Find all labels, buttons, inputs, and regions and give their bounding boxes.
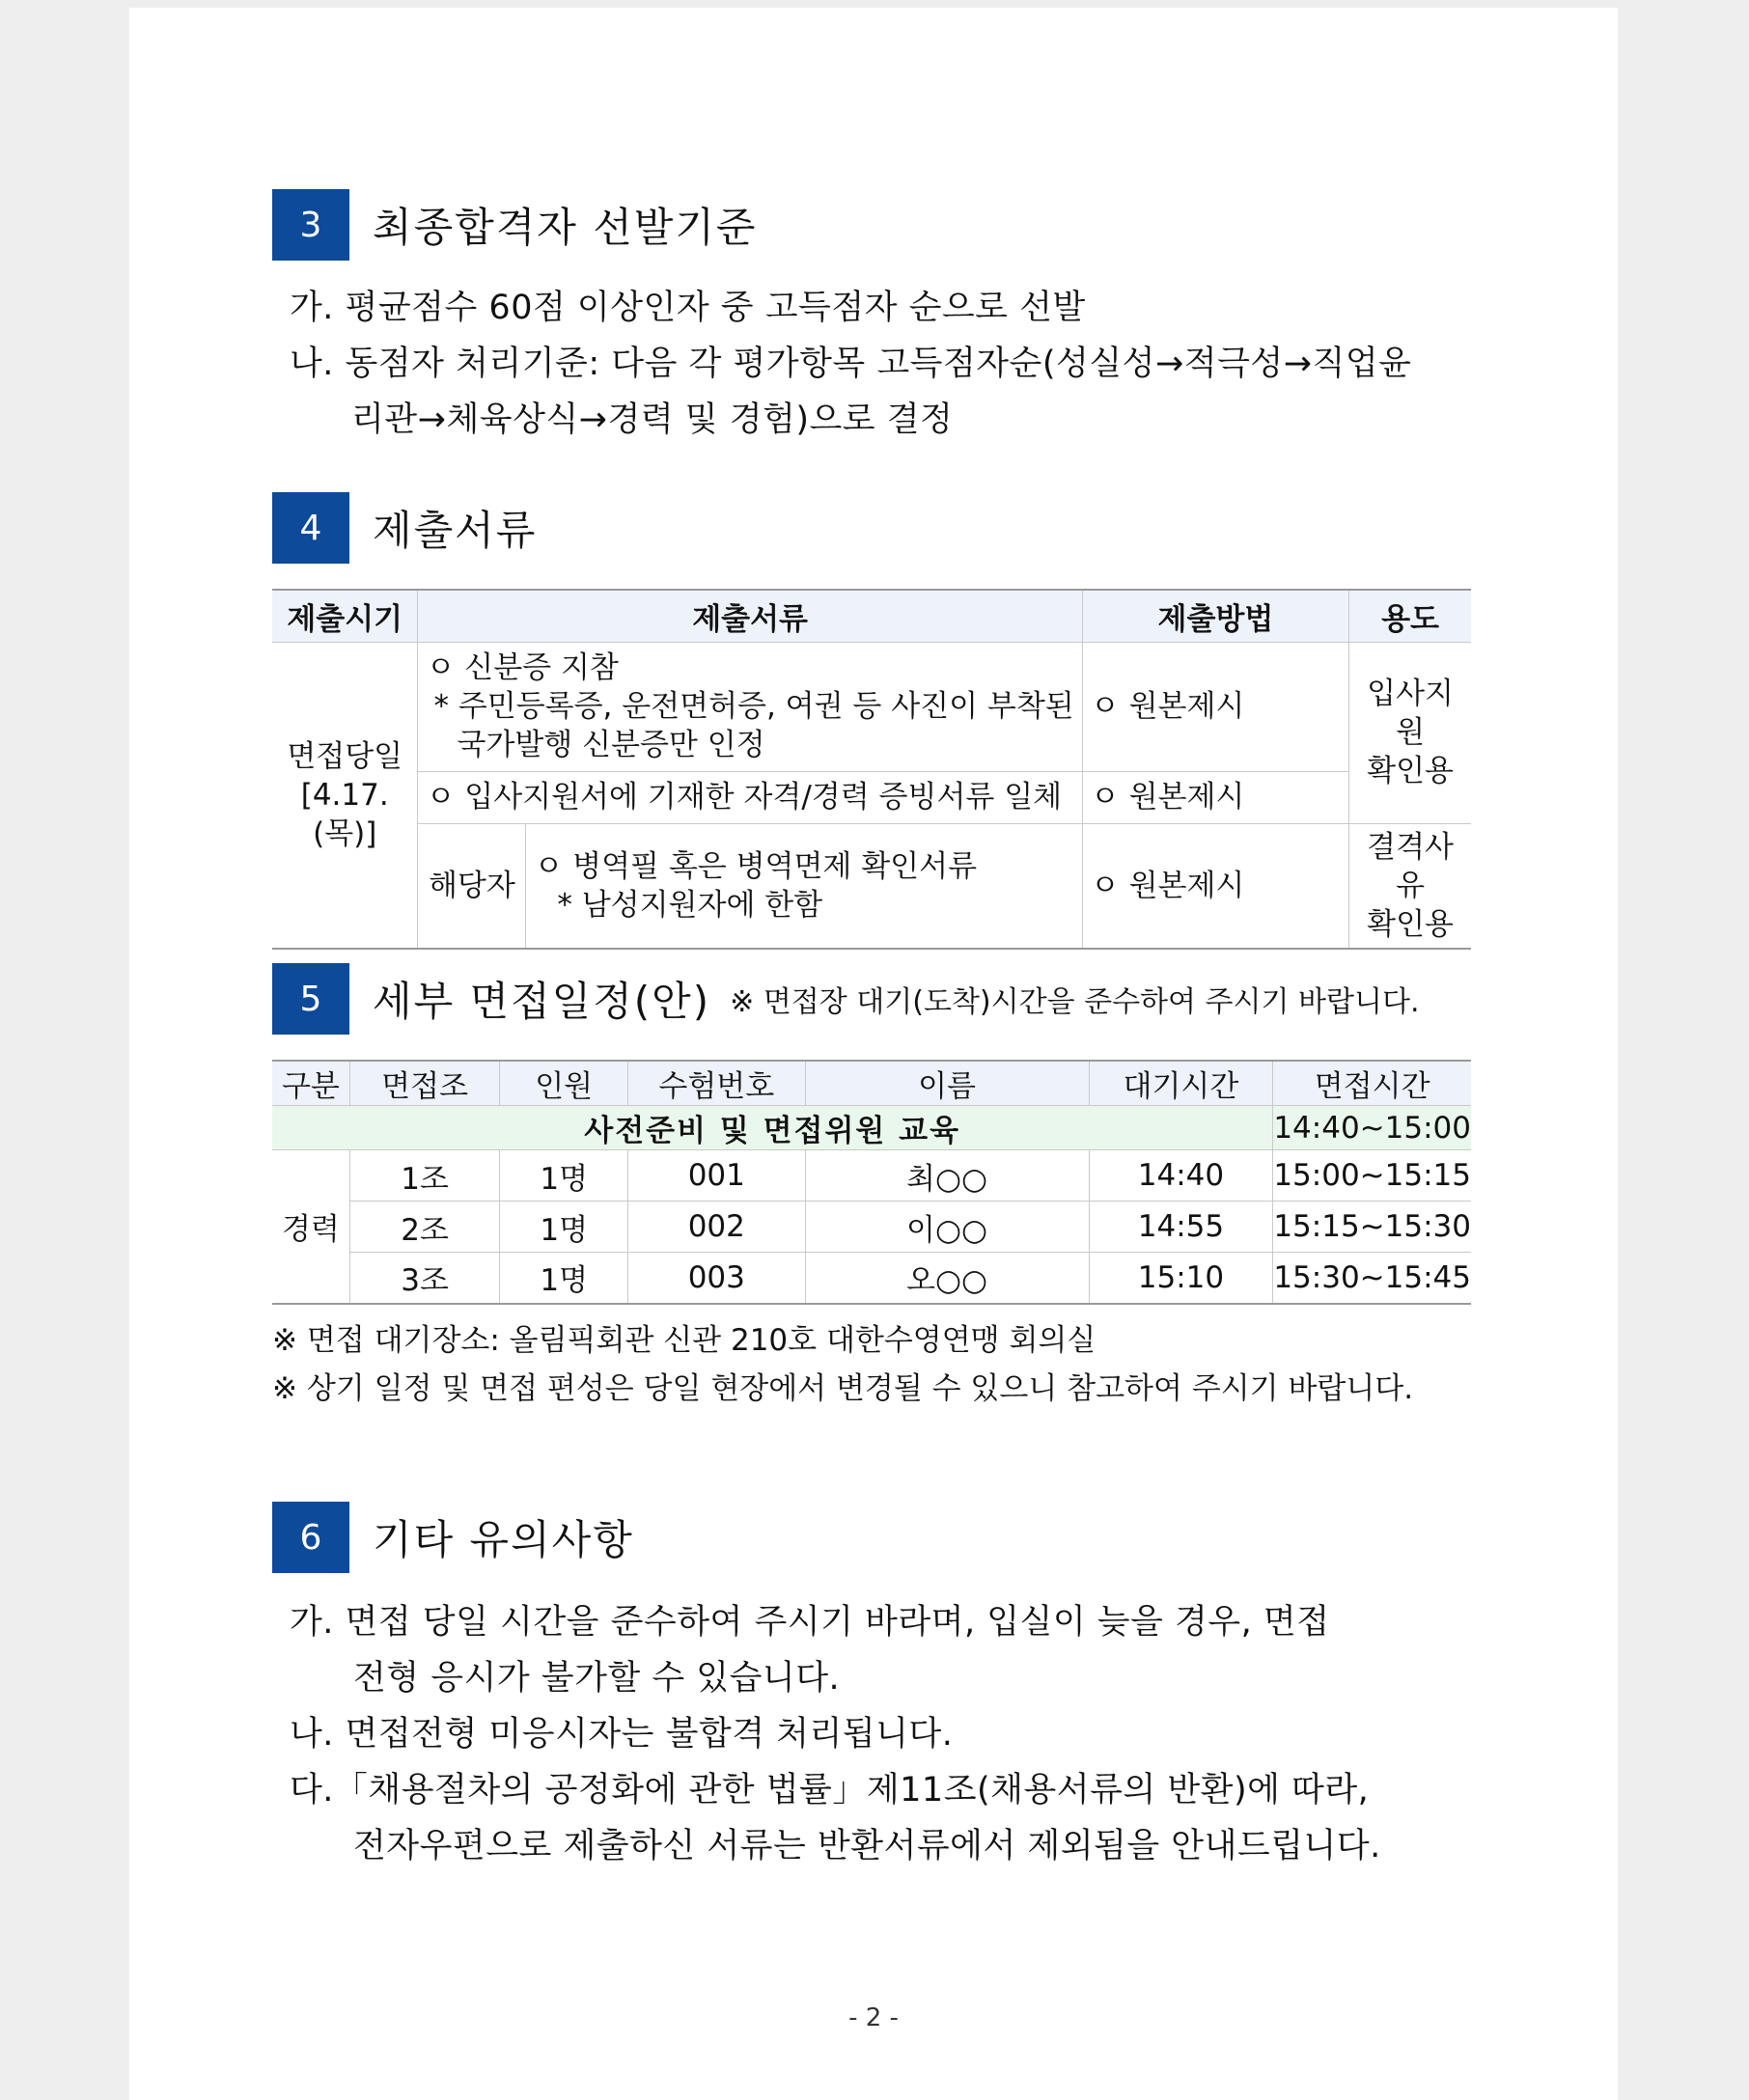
section-3-number: 3 [272,189,349,261]
section-6-heading [272,1502,634,1573]
documents-row3-doc2: * 남성지원자에 한함 [557,887,823,923]
section-6-number: 6 [272,1502,349,1573]
section-6-item-a-cont: 전형 응시가 불가할 수 있습니다. [353,1659,841,1698]
documents-use1-line2: 확인용 [1367,754,1454,788]
document-page [129,8,1618,2100]
table-row [272,1253,1471,1304]
documents-row1-doc2: * 주민등록증, 운전면허증, 여권 등 사진이 부착된 [433,689,1074,724]
section-5-heading [272,963,1419,1035]
schedule-count: 1명 [500,1202,628,1253]
schedule-header-group: 면접조 [349,1061,499,1106]
schedule-prep-time: 14:40~15:00 [1273,1106,1471,1150]
documents-header-method: 제출방법 [1082,590,1348,642]
documents-row3-docs [526,823,1082,949]
section-3-item-a: 가. 평균점수 60점 이상인자 중 고득점자 순으로 선발 [290,289,1086,327]
schedule-exam-no: 002 [628,1202,805,1253]
documents-header-use: 용도 [1349,590,1471,642]
documents-row3-target: 해당자 [418,823,526,949]
section-3-title: 최종합격자 선발기준 [373,204,758,251]
schedule-note-change: ※ 상기 일정 및 면접 편성은 당일 현장에서 변경될 수 있으니 참고하여 주시기 바랍니다. [272,1371,1414,1406]
documents-use1 [1349,642,1471,823]
table-row [272,1150,1471,1202]
documents-row1-method: ㅇ 원본제시 [1082,642,1348,771]
section-5-number: 5 [272,963,349,1035]
schedule-exam-no: 003 [628,1253,805,1304]
schedule-wait: 14:55 [1089,1202,1273,1253]
documents-use2-line1: 결격사유 [1367,829,1454,903]
documents-timing-cell [272,642,418,949]
documents-row1-doc3: 국가발행 신분증만 인정 [457,728,765,762]
section-5-title: 세부 면접일정(안) [373,978,711,1025]
schedule-exam-no: 001 [628,1150,805,1202]
schedule-group: 1조 [349,1150,499,1202]
documents-row1-doc1: ㅇ 신분증 지참 [426,650,619,685]
documents-row2-method: ㅇ 원본제시 [1082,771,1348,823]
section-3-heading [272,189,758,261]
schedule-header-name: 이름 [805,1061,1089,1106]
section-5-note: ※ 면접장 대기(도착)시간을 준수하여 주시기 바랍니다. [730,985,1420,1019]
documents-row1-docs [418,642,1082,771]
schedule-header-category: 구분 [272,1061,349,1106]
documents-timing-line1: 면접당일 [287,738,403,774]
section-3-item-b-cont: 리관→체육상식→경력 및 경험)으로 결정 [351,401,954,439]
schedule-header-time: 면접시간 [1273,1061,1471,1106]
schedule-header-wait: 대기시간 [1089,1061,1273,1106]
schedule-category: 경력 [272,1150,349,1304]
section-6-item-b: 나. 면접전형 미응시자는 불합격 처리됩니다. [290,1715,954,1754]
schedule-time: 15:30~15:45 [1273,1253,1471,1304]
schedule-note-location: ※ 면접 대기장소: 올림픽회관 신관 210호 대한수영연맹 회의실 [272,1323,1097,1358]
schedule-name: 이○○ [805,1202,1089,1253]
schedule-name: 오○○ [805,1253,1089,1304]
page-number: - 2 - [848,2003,899,2032]
section-6-item-a: 가. 면접 당일 시간을 준수하여 주시기 바라며, 입실이 늦을 경우, 면접 [290,1603,1330,1642]
schedule-prep-label: 사전준비 및 면접위원 교육 [272,1106,1273,1150]
schedule-count: 1명 [500,1150,628,1202]
schedule-group: 3조 [349,1253,499,1304]
schedule-wait: 14:40 [1089,1150,1273,1202]
schedule-name: 최○○ [805,1150,1089,1202]
section-6-title: 기타 유의사항 [373,1516,634,1563]
documents-use2 [1349,823,1471,949]
documents-use2-line2: 확인용 [1367,906,1454,942]
documents-header-timing: 제출시기 [272,590,418,642]
documents-header-docs: 제출서류 [418,590,1082,642]
schedule-header-count: 인원 [500,1061,628,1106]
section-6-item-c: 다.「채용절차의 공정화에 관한 법률」제11조(채용서류의 반환)에 따라, [290,1771,1370,1810]
schedule-table [272,1060,1471,1305]
schedule-time: 15:00~15:15 [1273,1150,1471,1202]
section-6-item-c-cont: 전자우편으로 제출하신 서류는 반환서류에서 제외됨을 안내드립니다. [353,1827,1381,1865]
documents-use1-line1: 입사지원 [1367,677,1454,750]
documents-row3-doc1: ㅇ 병역필 혹은 병역면제 확인서류 [534,848,978,884]
schedule-group: 2조 [349,1202,499,1253]
section-3-item-b: 나. 동점자 처리기준: 다음 각 평가항목 고득점자순(성실성→적극성→직업윤 [290,345,1412,383]
documents-row2-doc: ㅇ 입사지원서에 기재한 자격/경력 증빙서류 일체 [418,771,1082,823]
section-4-title: 제출서류 [373,507,538,554]
section-4-number: 4 [272,492,349,564]
schedule-wait: 15:10 [1089,1253,1273,1304]
table-row [272,1202,1471,1253]
schedule-header-exam-no: 수험번호 [628,1061,805,1106]
documents-table [272,589,1471,950]
schedule-count: 1명 [500,1253,628,1304]
section-4-heading [272,492,537,564]
schedule-time: 15:15~15:30 [1273,1202,1471,1253]
documents-row3-method: ㅇ 원본제시 [1082,823,1348,949]
documents-timing-line2: [4.17.(목)] [300,777,389,851]
